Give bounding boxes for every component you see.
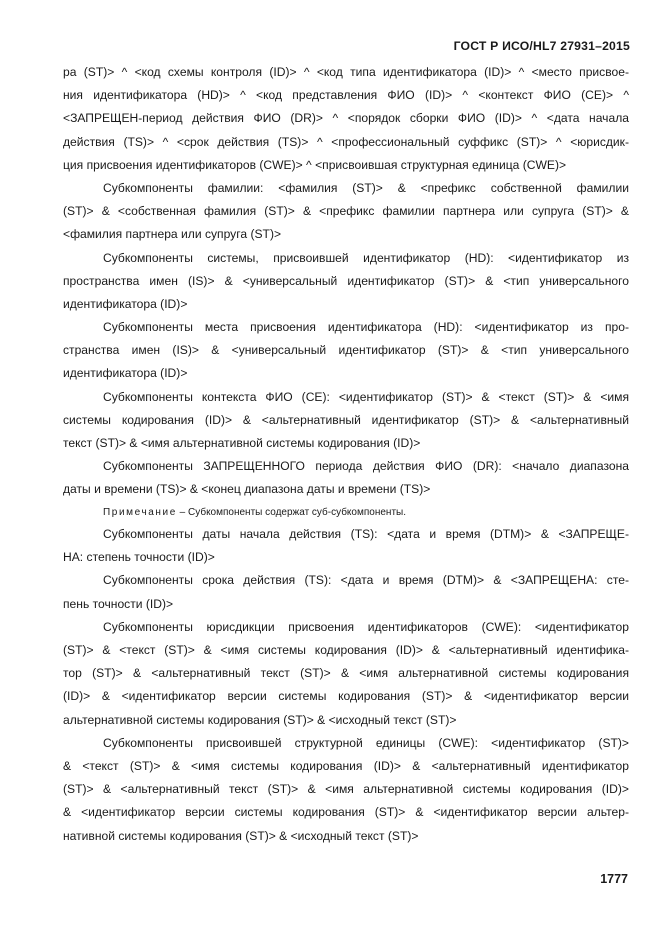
text-line: странства имен (IS)> & <универсальный идентификатор (ST)> & <тип универсального xyxy=(63,343,629,358)
body-text xyxy=(63,61,629,848)
text-line: альтернативной системы кодирования (ST)> & <исходный текст (ST)> xyxy=(63,712,457,727)
text-line: Субкомпоненты места присвоения идентификатора (HD): <идентификатор из про- xyxy=(103,320,629,335)
text-line: Субкомпоненты системы, присвоившей идентификатор (HD): <идентификатор из xyxy=(103,250,629,265)
text-line: действия (TS)> ^ <срок действия (TS)> ^ <профессиональный суффикс (ST)> ^ <юрисдик- xyxy=(63,134,629,149)
text-line: тор (ST)> & <альтернативный текст (ST)> & <имя альтернативной системы кодирования xyxy=(63,666,629,681)
document-header: ГОСТ Р ИСО/HL7 27931–2015 xyxy=(453,39,630,53)
text-line: (ST)> & <текст (ST)> & <имя системы кодирования (ID)> & <альтернативный идентифика- xyxy=(63,643,629,657)
text-line: & <идентификатор версии системы кодирования (ST)> & <идентификатор версии альтер- xyxy=(63,805,629,820)
text-line: пень точности (ID)> xyxy=(63,596,174,611)
note-line xyxy=(63,502,629,524)
text-line: Субкомпоненты контекста ФИО (CE): <идентификатор (ST)> & <текст (ST)> & <имя xyxy=(103,389,629,404)
text-line: <ЗАПРЕЩЕН-период действия ФИО (DR)> ^ <порядок сборки ФИО (ID)> ^ <дата начала xyxy=(63,111,629,126)
text-line: (ST)> & <альтернативный текст (ST)> & <имя альтернативной системы кодирования (ID)> xyxy=(63,782,629,797)
note-label: Примечание xyxy=(103,506,177,518)
text-line: (ID)> & <идентификатор версии системы кодирования (ST)> & <идентификатор версии xyxy=(63,689,629,704)
text-line: пространства имен (IS)> & <универсальный идентификатор (ST)> & <тип универсального xyxy=(63,273,629,288)
text-line: Субкомпоненты присвоившей структурной единицы (CWE): <идентификатор (ST)> xyxy=(103,735,629,750)
text-line: & <текст (ST)> & <имя системы кодирования (ID)> & <альтернативный идентификатор xyxy=(63,758,629,773)
text-line: Субкомпоненты даты начала действия (TS): <дата и время (DTM)> & <ЗАПРЕЩЕ- xyxy=(103,527,629,542)
text-line: Субкомпоненты юрисдикции присвоения идентификаторов (CWE): <идентификатор xyxy=(103,619,629,634)
text-line: Субкомпоненты ЗАПРЕЩЕННОГО периода действия ФИО (DR): <начало диапазона xyxy=(103,459,629,474)
text-line: ра (ST)> ^ <код схемы контроля (ID)> ^ <код типа идентификатора (ID)> ^ <место присвое- xyxy=(63,65,629,79)
note-text: – Субкомпоненты содержат суб-субкомпоненты. xyxy=(176,506,406,518)
text-line: нативной системы кодирования (ST)> & <исходный текст (ST)> xyxy=(63,828,419,843)
text-line: идентификатора (ID)> xyxy=(63,366,188,381)
text-line: <фамилия партнера или супруга (ST)> xyxy=(63,227,282,242)
text-line: системы кодирования (ID)> & <альтернативный идентификатор (ST)> & <альтернативный xyxy=(63,412,629,427)
text-line: текст (ST)> & <имя альтернативной системы кодирования (ID)> xyxy=(63,436,421,450)
page-number: 1777 xyxy=(600,872,628,886)
text-line: ция присвоения идентификаторов (CWE)> ^ <присвоившая структурная единица (CWE)> xyxy=(63,157,567,172)
text-line: ния идентификатора (HD)> ^ <код представления ФИО (ID)> ^ <контекст ФИО (CE)> ^ xyxy=(63,88,629,103)
text-line: идентификатора (ID)> xyxy=(63,296,188,311)
text-line: Субкомпоненты фамилии: <фамилия (ST)> & <префикс собственной фамилии xyxy=(103,180,629,195)
text-line: даты и времени (TS)> & <конец диапазона даты и времени (TS)> xyxy=(63,482,431,497)
text-line: Субкомпоненты срока действия (TS): <дата и время (DTM)> & <ЗАПРЕЩЕНА: сте- xyxy=(103,573,629,588)
text-line: НА: степень точности (ID)> xyxy=(63,550,215,565)
text-line: (ST)> & <собственная фамилия (ST)> & <префикс фамилии партнера или супруга (ST)> & xyxy=(63,204,629,219)
